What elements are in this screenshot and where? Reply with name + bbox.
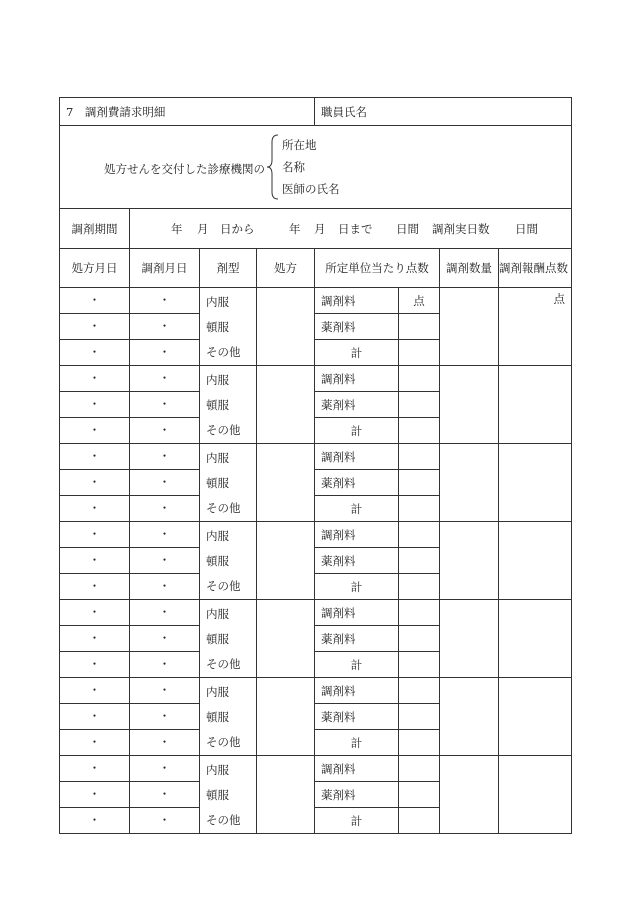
quantity-cell[interactable] bbox=[440, 444, 499, 522]
prescription-date-cell[interactable]: ・ bbox=[60, 756, 130, 782]
claim-table bbox=[59, 97, 572, 834]
unit-points-cell[interactable] bbox=[399, 496, 440, 522]
dosage-form-other: その他 bbox=[206, 812, 241, 827]
prescription-cell[interactable] bbox=[257, 678, 315, 756]
prescription-date-cell[interactable]: ・ bbox=[60, 626, 130, 652]
unit-points-cell[interactable] bbox=[399, 678, 440, 704]
fee-row-label: 計 bbox=[315, 808, 399, 834]
prescription-date-cell[interactable]: ・ bbox=[60, 600, 130, 626]
fee-row-label: 計 bbox=[315, 652, 399, 678]
dispensing-date-cell[interactable]: ・ bbox=[130, 730, 200, 756]
fee-row-label: 調剤料 bbox=[315, 522, 399, 548]
unit-points-cell[interactable] bbox=[399, 392, 440, 418]
dosage-form-oral: 内服 bbox=[206, 528, 229, 543]
prescription-date-cell[interactable]: ・ bbox=[60, 730, 130, 756]
quantity-cell[interactable] bbox=[440, 678, 499, 756]
prescription-date-cell[interactable]: ・ bbox=[60, 808, 130, 834]
unit-points-cell[interactable] bbox=[399, 730, 440, 756]
fee-row-label: 薬剤料 bbox=[315, 782, 399, 808]
unit-points-cell[interactable] bbox=[399, 704, 440, 730]
table-row bbox=[60, 366, 572, 392]
unit-points-cell[interactable] bbox=[399, 444, 440, 470]
col-prescription-date: 処方月日 bbox=[60, 249, 130, 288]
prescription-date-cell[interactable]: ・ bbox=[60, 574, 130, 600]
dosage-form-cell[interactable] bbox=[200, 288, 257, 366]
quantity-cell[interactable] bbox=[440, 366, 499, 444]
dispensing-date-cell[interactable]: ・ bbox=[130, 340, 200, 366]
reward-points-cell[interactable] bbox=[499, 678, 572, 756]
period-month-to: 月 bbox=[314, 222, 326, 236]
quantity-cell[interactable] bbox=[440, 756, 499, 834]
unit-points-cell[interactable] bbox=[399, 782, 440, 808]
reward-points-cell[interactable] bbox=[499, 756, 572, 834]
prescription-date-cell[interactable]: ・ bbox=[60, 366, 130, 392]
col-dosage-form: 剤型 bbox=[200, 249, 257, 288]
unit-points-cell[interactable]: 点 bbox=[399, 288, 440, 314]
actual-days-label: 調剤実日数 bbox=[432, 222, 490, 236]
prescription-date-cell[interactable]: ・ bbox=[60, 704, 130, 730]
reward-points-cell[interactable] bbox=[499, 522, 572, 600]
brace-icon bbox=[266, 134, 280, 200]
institution-cell bbox=[60, 126, 572, 209]
period-year-to: 年 bbox=[289, 222, 301, 236]
prescription-date-cell[interactable]: ・ bbox=[60, 444, 130, 470]
dispensing-date-cell[interactable]: ・ bbox=[130, 314, 200, 340]
quantity-cell[interactable] bbox=[440, 522, 499, 600]
dispensing-date-cell[interactable]: ・ bbox=[130, 652, 200, 678]
quantity-cell[interactable] bbox=[440, 288, 499, 366]
fee-row-label: 薬剤料 bbox=[315, 704, 399, 730]
prescription-cell[interactable] bbox=[257, 600, 315, 678]
dosage-form-cell[interactable] bbox=[200, 600, 257, 678]
quantity-cell[interactable] bbox=[440, 600, 499, 678]
period-to: 日まで bbox=[338, 222, 373, 236]
claim-form bbox=[59, 97, 571, 834]
period-days: 日間 bbox=[396, 222, 419, 236]
dispensing-date-cell[interactable]: ・ bbox=[130, 704, 200, 730]
fee-row-label: 薬剤料 bbox=[315, 548, 399, 574]
section-title: 7 調剤費請求明細 bbox=[60, 98, 315, 126]
dosage-form-cell[interactable] bbox=[200, 678, 257, 756]
prescription-date-cell[interactable]: ・ bbox=[60, 418, 130, 444]
dispensing-date-cell[interactable]: ・ bbox=[130, 470, 200, 496]
dosage-form-prn: 頓服 bbox=[206, 631, 229, 646]
period-from: 日から bbox=[220, 222, 255, 236]
dosage-form-other: その他 bbox=[206, 344, 241, 359]
unit-points-cell[interactable] bbox=[399, 548, 440, 574]
table-row bbox=[60, 756, 572, 782]
unit-points-cell[interactable] bbox=[399, 756, 440, 782]
unit-points-cell[interactable] bbox=[399, 418, 440, 444]
prescription-date-cell[interactable]: ・ bbox=[60, 782, 130, 808]
fee-row-label: 調剤料 bbox=[315, 288, 399, 314]
fee-row-label: 計 bbox=[315, 574, 399, 600]
dispensing-date-cell[interactable]: ・ bbox=[130, 418, 200, 444]
unit-points-cell[interactable] bbox=[399, 600, 440, 626]
reward-points-cell[interactable]: 点 bbox=[499, 288, 572, 366]
dispensing-date-cell[interactable]: ・ bbox=[130, 600, 200, 626]
col-reward-points: 調剤報酬点数 bbox=[499, 249, 572, 288]
dosage-form-prn: 頓服 bbox=[206, 709, 229, 724]
prescription-date-cell[interactable]: ・ bbox=[60, 678, 130, 704]
dispensing-date-cell[interactable]: ・ bbox=[130, 678, 200, 704]
dosage-form-oral: 内服 bbox=[206, 606, 229, 621]
unit-points-cell[interactable] bbox=[399, 652, 440, 678]
unit-points-cell[interactable] bbox=[399, 366, 440, 392]
dosage-form-prn: 頓服 bbox=[206, 553, 229, 568]
prescription-date-cell[interactable]: ・ bbox=[60, 496, 130, 522]
unit-points-cell[interactable] bbox=[399, 808, 440, 834]
dispensing-date-cell[interactable]: ・ bbox=[130, 574, 200, 600]
dosage-form-other: その他 bbox=[206, 422, 241, 437]
table-row bbox=[60, 288, 572, 314]
dispensing-date-cell[interactable]: ・ bbox=[130, 626, 200, 652]
prescription-cell[interactable] bbox=[257, 366, 315, 444]
dosage-form-oral: 内服 bbox=[206, 450, 229, 465]
prescription-cell[interactable] bbox=[257, 444, 315, 522]
period-cell bbox=[130, 209, 572, 249]
period-year-from: 年 bbox=[171, 222, 183, 236]
prescription-date-cell[interactable]: ・ bbox=[60, 340, 130, 366]
fee-row-label: 調剤料 bbox=[315, 366, 399, 392]
reward-points-cell[interactable] bbox=[499, 444, 572, 522]
prescription-date-cell[interactable]: ・ bbox=[60, 652, 130, 678]
dosage-form-cell[interactable] bbox=[200, 444, 257, 522]
unit-points-cell[interactable] bbox=[399, 522, 440, 548]
dosage-form-cell[interactable] bbox=[200, 366, 257, 444]
actual-days-unit: 日間 bbox=[515, 222, 538, 236]
dispensing-date-cell[interactable]: ・ bbox=[130, 366, 200, 392]
dispensing-date-cell[interactable]: ・ bbox=[130, 756, 200, 782]
fee-row-label: 計 bbox=[315, 418, 399, 444]
dosage-form-cell[interactable] bbox=[200, 522, 257, 600]
dosage-form-other: その他 bbox=[206, 500, 241, 515]
dosage-form-prn: 頓服 bbox=[206, 319, 229, 334]
unit-points-cell[interactable] bbox=[399, 340, 440, 366]
doctor-name-label: 医師の氏名 bbox=[282, 182, 340, 196]
col-unit-points: 所定単位当たり点数 bbox=[315, 249, 440, 288]
dosage-form-oral: 内服 bbox=[206, 372, 229, 387]
dispensing-date-cell[interactable]: ・ bbox=[130, 288, 200, 314]
unit-points-cell[interactable] bbox=[399, 626, 440, 652]
col-dispensing-date: 調剤月日 bbox=[130, 249, 200, 288]
dispensing-date-cell[interactable]: ・ bbox=[130, 548, 200, 574]
table-row bbox=[60, 678, 572, 704]
prescription-cell[interactable] bbox=[257, 756, 315, 834]
table-row bbox=[60, 600, 572, 626]
fee-row-label: 薬剤料 bbox=[315, 314, 399, 340]
col-prescription: 処方 bbox=[257, 249, 315, 288]
institution-name-label: 名称 bbox=[282, 160, 305, 174]
prescription-date-cell[interactable]: ・ bbox=[60, 548, 130, 574]
fee-row-label: 計 bbox=[315, 730, 399, 756]
prescription-cell[interactable] bbox=[257, 522, 315, 600]
table-row bbox=[60, 444, 572, 470]
dosage-form-oral: 内服 bbox=[206, 762, 229, 777]
fee-row-label: 計 bbox=[315, 340, 399, 366]
prescription-date-cell[interactable]: ・ bbox=[60, 288, 130, 314]
dispensing-date-cell[interactable]: ・ bbox=[130, 392, 200, 418]
table-row bbox=[60, 522, 572, 548]
dosage-form-other: その他 bbox=[206, 734, 241, 749]
fee-row-label: 薬剤料 bbox=[315, 470, 399, 496]
reward-points-cell[interactable] bbox=[499, 366, 572, 444]
period-label: 調剤期間 bbox=[60, 209, 130, 249]
dispensing-date-cell[interactable]: ・ bbox=[130, 444, 200, 470]
prescription-date-cell[interactable]: ・ bbox=[60, 392, 130, 418]
fee-row-label: 薬剤料 bbox=[315, 392, 399, 418]
dosage-form-prn: 頓服 bbox=[206, 787, 229, 802]
fee-row-label: 薬剤料 bbox=[315, 626, 399, 652]
staff-name-label: 職員氏名 bbox=[315, 98, 572, 126]
col-quantity: 調剤数量 bbox=[440, 249, 499, 288]
dosage-form-prn: 頓服 bbox=[206, 475, 229, 490]
unit-points-cell[interactable] bbox=[399, 314, 440, 340]
fee-row-label: 調剤料 bbox=[315, 678, 399, 704]
dosage-form-cell[interactable] bbox=[200, 756, 257, 834]
dosage-form-prn: 頓服 bbox=[206, 397, 229, 412]
prescription-date-cell[interactable]: ・ bbox=[60, 470, 130, 496]
period-month-from: 月 bbox=[197, 222, 209, 236]
institution-lead: 処方せんを交付した診療機関の bbox=[104, 162, 265, 176]
reward-points-cell[interactable] bbox=[499, 600, 572, 678]
fee-row-label: 調剤料 bbox=[315, 756, 399, 782]
dosage-form-oral: 内服 bbox=[206, 684, 229, 699]
dispensing-date-cell[interactable]: ・ bbox=[130, 808, 200, 834]
dosage-form-other: その他 bbox=[206, 578, 241, 593]
fee-row-label: 計 bbox=[315, 496, 399, 522]
fee-row-label: 調剤料 bbox=[315, 600, 399, 626]
fee-row-label: 調剤料 bbox=[315, 444, 399, 470]
institution-address-label: 所在地 bbox=[282, 138, 317, 152]
prescription-cell[interactable] bbox=[257, 288, 315, 366]
prescription-date-cell[interactable]: ・ bbox=[60, 522, 130, 548]
unit-points-cell[interactable] bbox=[399, 470, 440, 496]
dispensing-date-cell[interactable]: ・ bbox=[130, 522, 200, 548]
dosage-form-other: その他 bbox=[206, 656, 241, 671]
dosage-form-oral: 内服 bbox=[206, 294, 229, 309]
dispensing-date-cell[interactable]: ・ bbox=[130, 782, 200, 808]
prescription-date-cell[interactable]: ・ bbox=[60, 314, 130, 340]
dispensing-date-cell[interactable]: ・ bbox=[130, 496, 200, 522]
unit-points-cell[interactable] bbox=[399, 574, 440, 600]
